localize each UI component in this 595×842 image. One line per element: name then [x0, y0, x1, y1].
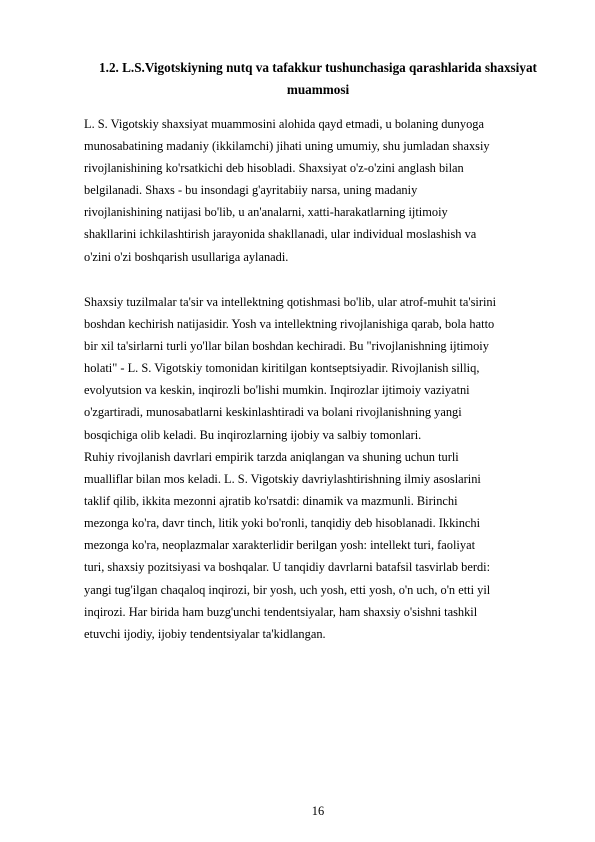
text-line: evolyutsion va keskin, inqirozli bo'lishi mumkin. Inqirozlar ijtimoiy vaziyatni — [84, 383, 470, 398]
page-number: 16 — [311, 804, 325, 818]
text-line: mezonga ko'ra, davr tinch, litik yoki bo'ronli, tanqidiy deb hisoblanadi. Ikkinchi — [84, 516, 481, 531]
text-line: taklif qilib, ikkita mezonni ajratib ko'rsatdi: dinamik va mazmunli. Birinchi — [84, 494, 458, 509]
text-line: belgilanadi. Shaxs - bu insondagi g'ayritabiiy narsa, uning madaniy — [84, 183, 418, 198]
text-line: turi, shaxsiy pozitsiyasi va boshqalar. U tanqidiy davrlarni batafsil tasvirlab berdi: — [84, 560, 491, 575]
text-line: bosqichiga olib keladi. Bu inqirozlarning ijobiy va salbiy tomonlari. — [84, 427, 422, 442]
text-line: o'zini o'zi boshqarish usullariga aylanadi. — [84, 249, 289, 264]
text-line: mualliflar bilan mos keladi. L. S. Vigotskiy davriylashtirishning ilmiy asoslarini — [84, 472, 481, 487]
text-line: Ruhiy rivojlanish davrlari empirik tarzda aniqlangan va shuning uchun turli — [84, 450, 459, 464]
text-line: bir xil ta'sirlarni turli yo'llar bilan boshdan kechiradi. Bu "rivojlanishning ijtimoiy — [84, 339, 489, 354]
text-line: rivojlanishining natijasi bo'lib, u an'analarni, xatti-harakatlarning ijtimoiy — [84, 205, 448, 220]
paragraph-3 — [84, 446, 554, 645]
text-line: L. S. Vigotskiy shaxsiyat muammosini alohida qayd etmadi, u bolaning dunyoga — [84, 117, 484, 131]
paragraph-2 — [84, 291, 554, 446]
text-line: boshdan kechirish natijasidir. Yosh va intellektning rivojlanishiga qarab, bola hatto — [84, 317, 495, 332]
text-line: inqirozi. Har birida ham buzg'unchi tendentsiyalar, ham shaxsiy o'sishni tashkil — [84, 604, 478, 619]
text-line: Shaxsiy tuzilmalar ta'sir va intellektning qotishmasi bo'lib, ular atrof-muhit ta'sirini — [84, 295, 497, 309]
text-line: o'zgartiradi, munosabatlarni keskinlashtiradi va bolani rivojlanishning yangi — [84, 405, 462, 420]
text-line: holati" - L. S. Vigotskiy tomonidan kiritilgan kontseptsiyadir. Rivojlanish silliq, — [84, 361, 480, 376]
paragraph-1 — [84, 113, 554, 268]
section-title: 1.2. L.S.Vigotskiyning nutq va tafakkur tushunchasiga qarashlarida shaxsiyat muammosi — [99, 60, 537, 97]
text-line: etuvchi ijodiy, ijobiy tendentsiyalar ta'kidlangan. — [84, 626, 326, 641]
text-line: rivojlanishining ko'rsatkichi deb hisobladi. Shaxsiyat o'z-o'zini anglash bilan — [84, 161, 464, 176]
text-line: yangi tug'ilgan chaqaloq inqirozi, bir yosh, uch yosh, etti yosh, o'n uch, o'n etti yil — [84, 582, 491, 597]
text-line: mezonga ko'ra, neoplazmalar xarakterlidir berilgan yosh: intellekt turi, faoliyat — [84, 538, 476, 553]
text-line: shakllarini ichkilashtirish jarayonida shakllanadi, ular individual moslashish va — [84, 227, 477, 242]
text-line: munosabatining madaniy (ikkilamchi) jihati uning umumiy, shu jumladan shaxsiy — [84, 139, 490, 154]
